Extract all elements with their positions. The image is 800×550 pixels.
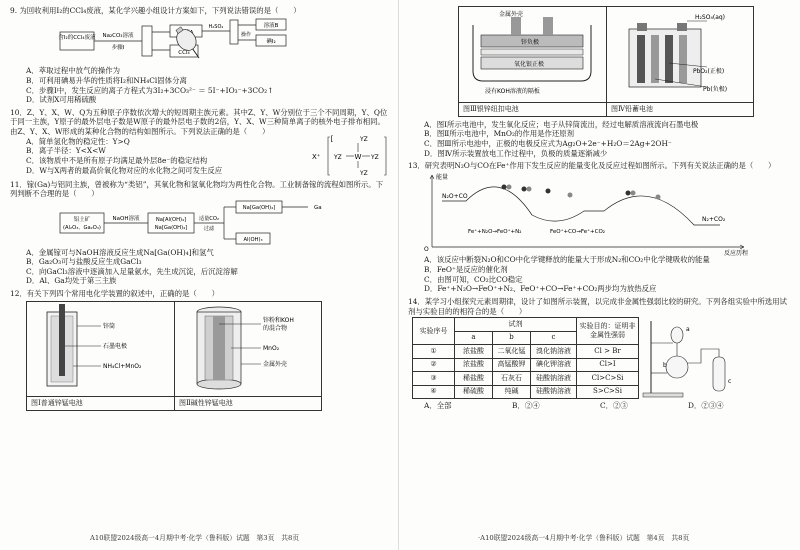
q9-flow-act: 操作 xyxy=(240,31,252,38)
q14-row4-a: 稀硫酸 xyxy=(455,385,493,399)
question-13 xyxy=(408,161,788,294)
q10-struct-center: W xyxy=(354,152,362,161)
q14-row1-a: 浓盐酸 xyxy=(455,345,493,359)
fig4-battery-diagram xyxy=(607,7,754,99)
q10-option-b: B．离子半径：Y<X<W xyxy=(26,146,106,156)
q12-options xyxy=(408,120,788,159)
fig2-caption: 图Ⅱ碱性锌锰电池 xyxy=(175,396,322,410)
fig2-powder2-label: 的混合物 xyxy=(263,324,288,332)
q9-option-d: D．试剂X可用稀硫酸 xyxy=(26,95,97,105)
q13-option-a: A．该反应中断裂N₂O和CO中化学键释放的能量大于形成N₂和CO₂中化学键吸收的能量 xyxy=(424,255,710,265)
q14-row3-b: 石灰石 xyxy=(493,372,531,386)
fig4-pbo2-label: PbO₂(正极) xyxy=(693,68,725,75)
q14-header-no: 实验序号 xyxy=(413,318,455,345)
fig1-panel xyxy=(27,302,175,411)
q13-option-b: B．FeO⁺是反应的催化剂 xyxy=(424,265,508,275)
q14-header-a: a xyxy=(455,331,493,345)
q14-label-a: a xyxy=(686,326,690,334)
fig3-sep-label: 浸有KOH溶液的隔板 xyxy=(485,88,540,95)
left-page xyxy=(10,6,390,414)
q13-label-mid2: FeO⁺+CO→Fe⁺+CO₂ xyxy=(550,228,605,235)
q10-struct-ligand-top: YZ xyxy=(360,135,368,143)
q10-struct-ligand-left: YZ xyxy=(334,153,342,161)
q13-origin: O xyxy=(424,245,429,253)
fig2-shell-label: 金属外壳 xyxy=(263,360,288,368)
q9-flow-iodine: 碘I₂ xyxy=(266,38,276,45)
q13-label-start: N₂O+CO xyxy=(442,192,468,200)
q14-option-a: A．全部 xyxy=(424,401,452,411)
q9-flow-start: 含I₂的CCl₄废液 xyxy=(58,34,96,41)
q14-row1-b: 二氧化锰 xyxy=(493,345,531,359)
q11-flow-ore: 铝土矿 xyxy=(73,216,91,223)
q11-flow-filter: 过滤 xyxy=(203,225,215,232)
fig1-caption: 图Ⅰ普通锌锰电池 xyxy=(27,396,174,410)
q11-stem: 11．镓(Ga)与铝同主族，曾被称为“类铝”，其氧化物和氢氧化物均为两性化合物。工业制备镓的流程如图所示。下列判断不合理的是（ ） xyxy=(10,179,384,199)
q14-row2-a: 浓盐酸 xyxy=(455,358,493,372)
fig3-zn-label: 锌负极 xyxy=(521,39,540,46)
question-12 xyxy=(10,289,390,411)
table-row xyxy=(413,345,639,359)
q10-stem: 10．Z、Y、X、W、Q为五种原子序数依次增大的短周期主族元素。其中Z、Y、W分别位于三个不同周期，Y、Q位于同一主族，Y原子的最外层电子数是W原子的最外层电子数的2倍，Y、X、W三种简单离子的核外电子排布相同。由Z、Y、X、W形成的某种化合物的结构如图所示。下列说法正确的是（ ） xyxy=(10,107,388,136)
q10-option-c: C．该物质中不是所有原子均满足最外层8e⁻的稳定结构 xyxy=(26,155,208,165)
q14-header-c: c xyxy=(531,331,577,345)
q11-flow-top: Na[Ga(OH)₄] xyxy=(242,204,276,211)
q11-flow-mix: Na[Al(OH)₄] xyxy=(155,216,187,223)
q13-option-c: C．由图可知，CO₂比CO稳定 xyxy=(424,274,523,284)
q9-option-a: A．萃取过程中放气的操作为 xyxy=(26,66,121,76)
question-10 xyxy=(10,108,390,177)
fig4-pb-label: Pb(负极) xyxy=(703,86,728,93)
q14-table xyxy=(412,317,639,399)
q14-option-c: C．②③ xyxy=(600,401,628,411)
fig2-powder-label: 锌粉和KOH xyxy=(263,316,294,324)
fig3-shell-label: 金属外壳 xyxy=(499,11,524,18)
q14-row4-c: 硅酸钠溶液 xyxy=(531,385,577,399)
fig3-panel xyxy=(459,7,607,116)
question-14 xyxy=(408,297,788,411)
fig2-battery-diagram xyxy=(175,302,322,394)
left-footer: A10联盟2024级高一4月期中考·化学（鲁科版）试题 第3页 共8页 xyxy=(90,534,300,542)
q13-stem: 13．研究表明N₂O与CO在Fe⁺作用下发生反应的能量变化及反应过程如图所示。下列有关说法正确的是（ ） xyxy=(408,161,776,171)
q10-struct-bracket-l: [ xyxy=(330,134,334,143)
q14-option-d: D．②③④ xyxy=(688,401,724,411)
fig1-zn-label: 锌筒 xyxy=(103,322,116,330)
q12-option-b: B．图Ⅱ所示电池中，MnO₂的作用是作还原剂 xyxy=(424,129,575,139)
q14-header-reagent: 试剂 xyxy=(455,318,577,332)
q11-flow-naoh: NaOH溶液 xyxy=(112,215,140,222)
fig4-acid-label: H₂SO₄(aq) xyxy=(695,14,726,21)
right-page xyxy=(408,6,788,414)
q10-struct-ligand-right: YZ xyxy=(371,153,379,161)
q14-label-b: b xyxy=(663,362,667,370)
q13-label-mid: Fe⁺+N₂O→FeO⁺+N₂ xyxy=(468,228,522,235)
q13-molecule-icons xyxy=(502,184,661,199)
q13-energy-diagram xyxy=(408,171,788,257)
table-row xyxy=(413,385,639,399)
q14-option-b: B．②④ xyxy=(512,401,540,411)
q9-flow-solb: 溶液B xyxy=(263,22,279,29)
q11-flowchart xyxy=(10,199,390,245)
q10-structure xyxy=(310,133,388,177)
q14-row4-b: 纯碱 xyxy=(493,385,531,399)
q9-stem: 9. 为回收利用I₂的CCl₄废液，某化学兴趣小组设计方案如下，下列说法错误的是（ ） xyxy=(10,6,301,15)
q11-option-b: B．Ga₂O₃可与盐酸反应生成GaCl₃ xyxy=(26,257,142,267)
fig3-ag-label: 氧化银正极 xyxy=(514,61,545,68)
question-9 xyxy=(10,6,390,105)
q14-row1-p: Cl > Br xyxy=(577,345,639,359)
fig3-caption: 图Ⅲ银锌纽扣电池 xyxy=(459,102,606,116)
q11-option-c: C．向GaCl₃溶液中逐滴加入足量氨水，先生成沉淀，后沉淀溶解 xyxy=(26,266,238,276)
fig4-panel xyxy=(607,7,754,116)
fig2-panel xyxy=(175,302,322,411)
q12-figures-continued xyxy=(458,6,754,117)
q14-apparatus xyxy=(639,317,739,399)
q14-row1-c: 溴化钠溶液 xyxy=(531,345,577,359)
q14-row2-p: Cl>I xyxy=(577,358,639,372)
question-11 xyxy=(10,180,390,286)
q11-option-d: D．Al、Ga均处于第三主族 xyxy=(26,276,117,286)
q14-row3-a: 稀盐酸 xyxy=(455,372,493,386)
q9-option-c: C．步骤Ⅰ中，发生反应的离子方程式为3I₂+3CO₃²⁻ ＝ 5I⁻+IO₃⁻+3CO₂↑ xyxy=(26,85,274,95)
q14-row3-c: 硅酸钠溶液 xyxy=(531,372,577,386)
q11-flow-ore-sub: (Al₂O₃、Ga₂O₃) xyxy=(63,224,101,231)
q14-header-purpose: 实验目的：证明非金属性强弱 xyxy=(577,318,639,345)
q10-option-a: A．简单氢化物的稳定性：Y>Q xyxy=(26,136,130,146)
q14-label-c: c xyxy=(728,378,732,386)
q14-row2-no: ② xyxy=(413,358,455,372)
q12-stem: 12．有关下列四个常用电化学装置的叙述中，正确的是（ ） xyxy=(10,289,219,298)
q14-row3-no: ③ xyxy=(413,372,455,386)
q14-row4-no: ④ xyxy=(413,385,455,399)
q11-option-a: A．金属镓可与NaOH溶液反应生成Na[Ga(OH)₄]和氢气 xyxy=(26,247,214,257)
fig4-caption: 图Ⅳ铅蓄电池 xyxy=(607,102,754,116)
q11-flow-bottom: Al(OH)₃ xyxy=(243,236,263,243)
right-footer: ·A10联盟2024级高一4月期中考·化学（鲁科版）试题 第4页 共8页 xyxy=(478,534,690,542)
q14-options xyxy=(408,401,788,411)
table-row xyxy=(413,358,639,372)
q13-option-d: D．Fe⁺+N₂O→FeO⁺+N₂、FeO⁺+CO→Fe⁺+CO₂两步均为放热反应 xyxy=(424,284,657,294)
q12-option-d: D．图Ⅳ所示装置放电工作过程中，负极的质量逐渐减少 xyxy=(424,148,608,158)
q9-flowchart xyxy=(10,16,390,64)
q9-option-b: B．可利用碘易升华的性质将I₂和NH₄Cl固体分离 xyxy=(26,75,187,85)
table-row xyxy=(413,372,639,386)
q9-flow-lower: CCl₄ xyxy=(178,49,190,56)
q9-flow-step1: 步骤Ⅰ xyxy=(111,44,125,51)
q14-header-b: b xyxy=(493,331,531,345)
fig1-c-label: 石墨电极 xyxy=(103,342,128,350)
q11-flow-ga: Ga xyxy=(314,204,322,211)
q13-label-end: N₂+CO₂ xyxy=(702,215,726,223)
q14-row1-no: ① xyxy=(413,345,455,359)
fig1-battery-diagram xyxy=(27,302,174,394)
q10-option-d: D．W与X两者的最高价氧化物对应的水化物之间可发生反应 xyxy=(26,165,223,175)
page-fold xyxy=(398,0,399,550)
q14-row4-p: S>C>Si xyxy=(577,385,639,399)
q9-flow-reagent: Na₂CO₃溶液 xyxy=(102,32,134,39)
q10-struct-charge: X⁺ xyxy=(312,152,321,161)
q14-stem: 14．某学习小组探究元素周期律，设计了如图所示装置，以完成非金属性强弱比较的研究。下列各组实验中所选用试剂与实验目的的相符合的是（ ） xyxy=(408,296,787,316)
q10-struct-ligand-bottom: YZ xyxy=(360,169,368,177)
q14-row3-p: Cl>C>Si xyxy=(577,372,639,386)
q11-flow-mix2: Na[Ga(OH)₄] xyxy=(154,224,188,231)
fig2-mno2-label: MnO₂ xyxy=(263,344,280,352)
q13-xlabel: 反应历程 xyxy=(724,249,749,257)
q13-ylabel: 能量 xyxy=(436,173,449,181)
q12-figures xyxy=(26,301,322,412)
fig3-battery-diagram xyxy=(459,7,606,99)
q14-row2-c: 碘化钾溶液 xyxy=(531,358,577,372)
q11-flow-co2: 适量CO₂ xyxy=(198,215,220,222)
q12-option-c: C．图Ⅲ所示电池中，正极的电极反应式为Ag₂O+2e⁻+H₂O＝2Ag+2OH⁻ xyxy=(424,138,672,148)
fig1-paste-label: NH₄Cl+MnO₂ xyxy=(103,362,142,370)
q14-row2-b: 高锰酸钾 xyxy=(493,358,531,372)
q9-flow-acid: H₂SO₄ xyxy=(208,23,224,30)
q12-option-a: A．图Ⅰ所示电池中，发生氧化反应；电子从锌筒流出，经过电解质溶液流向石墨电极 xyxy=(424,119,699,129)
